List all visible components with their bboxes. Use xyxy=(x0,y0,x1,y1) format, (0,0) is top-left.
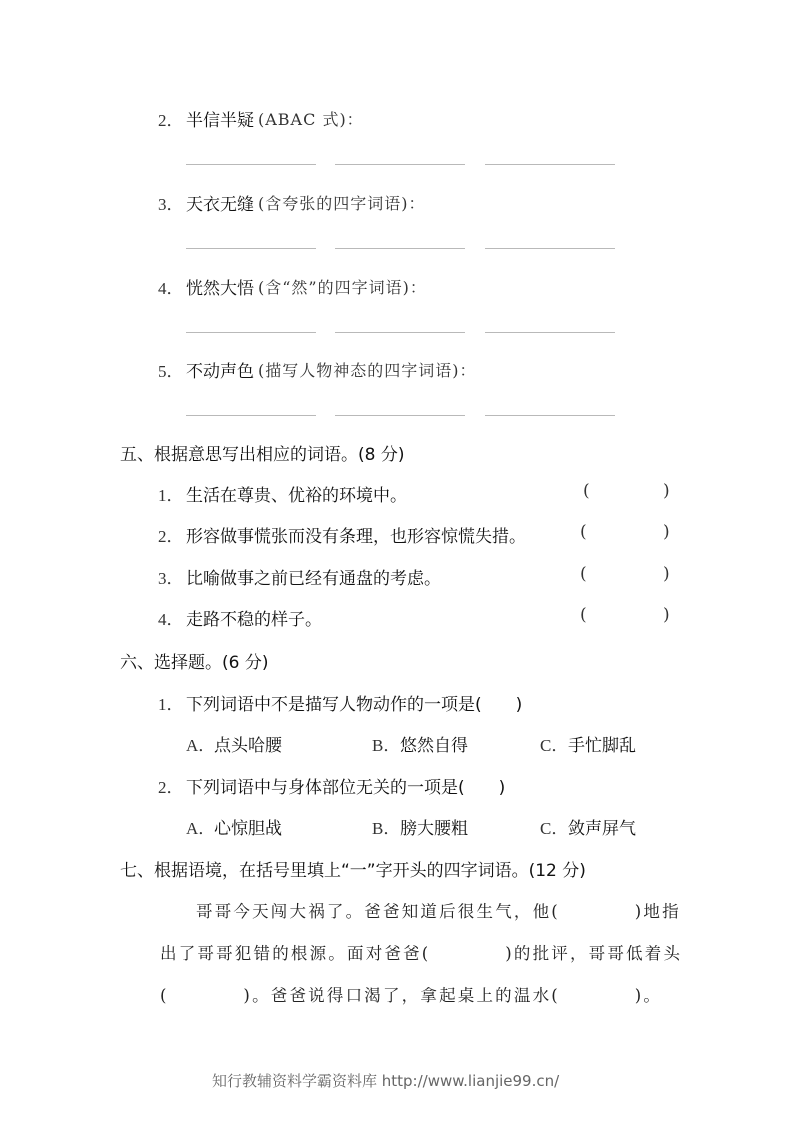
item-number: 1． xyxy=(158,695,184,714)
answer-blank[interactable] xyxy=(485,332,615,333)
paragraph-line-3: ( )。爸爸说得口渴了，拿起桌上的温水( )。 xyxy=(160,986,663,1005)
idiom: 半信半疑 xyxy=(186,111,254,131)
paragraph-line-2: 出了哥哥犯错的根源。面对爸爸( )的批评，哥哥低着头 xyxy=(160,944,683,963)
answer-paren-open: ( xyxy=(580,605,587,625)
answer-blank[interactable] xyxy=(186,164,316,165)
instruction-note: (含“然”的四字词语)： xyxy=(258,278,427,297)
idiom: 恍然大悟 xyxy=(186,279,254,299)
paragraph-line-1: 哥哥今天闯大祸了。爸爸知道后很生气，他( )地指 xyxy=(196,902,681,921)
answer-paren-close: ) xyxy=(663,481,670,501)
item-number: 2． xyxy=(158,111,184,130)
idiom: 不动声色 xyxy=(186,362,254,382)
item-number: 4． xyxy=(158,610,184,629)
option-label-a: A． xyxy=(186,736,216,755)
answer-blank[interactable] xyxy=(186,332,316,333)
definition-text: 生活在尊贵、优裕的环境中。 xyxy=(186,486,407,506)
answer-paren-close: ) xyxy=(663,605,670,625)
instruction-note: (ABAC 式)： xyxy=(258,110,364,129)
option-c[interactable]: 敛声屏气 xyxy=(568,819,636,839)
question-text: 下列词语中不是描写人物动作的一项是( ) xyxy=(186,695,523,715)
option-label-c: C． xyxy=(540,819,569,838)
option-label-a: A． xyxy=(186,819,216,838)
answer-paren-open: ( xyxy=(583,481,590,501)
answer-blank[interactable] xyxy=(186,248,316,249)
item-number: 4． xyxy=(158,279,184,298)
answer-paren-open: ( xyxy=(580,522,587,542)
answer-paren-close: ) xyxy=(663,564,670,584)
answer-blank[interactable] xyxy=(186,415,316,416)
idiom: 天衣无缝 xyxy=(186,195,254,215)
section-title-7: 七、根据语境，在括号里填上“一”字开头的四字词语。(12 分) xyxy=(120,861,586,881)
option-label-c: C． xyxy=(540,736,569,755)
instruction-note: (描写人物神态的四字词语)： xyxy=(258,361,477,380)
item-number: 2． xyxy=(158,778,184,797)
option-b[interactable]: 膀大腰粗 xyxy=(400,819,468,839)
footer-watermark: 知行教辅资料学霸资料库 http://www.lianjie99.cn/ xyxy=(212,1072,560,1090)
answer-blank[interactable] xyxy=(485,164,615,165)
answer-blank[interactable] xyxy=(335,332,465,333)
option-c[interactable]: 手忙脚乱 xyxy=(568,736,636,756)
answer-blank[interactable] xyxy=(485,415,615,416)
option-label-b: B． xyxy=(372,819,401,838)
answer-blank[interactable] xyxy=(485,248,615,249)
item-number: 5． xyxy=(158,362,184,381)
definition-text: 比喻做事之前已经有通盘的考虑。 xyxy=(186,569,441,589)
option-a[interactable]: 点头哈腰 xyxy=(214,736,282,756)
item-number: 3． xyxy=(158,569,184,588)
question-text: 下列词语中与身体部位无关的一项是( ) xyxy=(186,778,506,798)
answer-blank[interactable] xyxy=(335,248,465,249)
option-label-b: B． xyxy=(372,736,401,755)
item-number: 1． xyxy=(158,486,184,505)
item-number: 2． xyxy=(158,527,184,546)
definition-text: 走路不稳的样子。 xyxy=(186,610,322,630)
definition-text: 形容做事慌张而没有条理，也形容惊慌失措。 xyxy=(186,527,526,547)
answer-blank[interactable] xyxy=(335,164,465,165)
section-title-6: 六、选择题。(6 分) xyxy=(120,653,269,673)
answer-blank[interactable] xyxy=(335,415,465,416)
section-title-5: 五、根据意思写出相应的词语。(8 分) xyxy=(120,445,405,465)
option-a[interactable]: 心惊胆战 xyxy=(214,819,282,839)
answer-paren-close: ) xyxy=(663,522,670,542)
item-number: 3． xyxy=(158,195,184,214)
answer-paren-open: ( xyxy=(580,564,587,584)
instruction-note: (含夸张的四字词语)： xyxy=(258,194,426,213)
option-b[interactable]: 悠然自得 xyxy=(400,736,468,756)
